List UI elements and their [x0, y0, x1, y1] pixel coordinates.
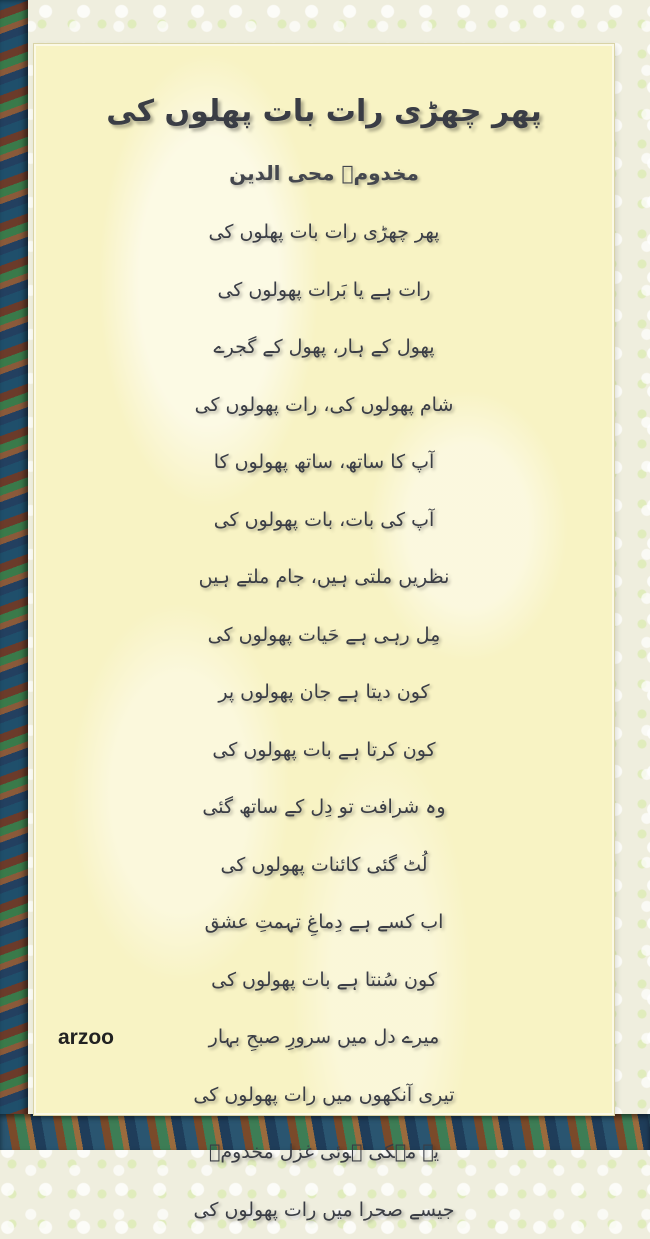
verse-line: کون سُنتا ہے بات پھولوں کی [36, 952, 612, 1010]
verse-line: میرے دل میں سرورِ صبحِ بہار [36, 1009, 612, 1067]
verse-line: پھر چھڑی رات بات پھلوں کی [36, 204, 612, 262]
poem-title: پھر چھڑی رات بات پھلوں کی [36, 94, 612, 129]
verse-line: رات ہے یا بَرات پھولوں کی [36, 262, 612, 320]
verse-line: پھول کے ہار، پھول کے گجرے [36, 319, 612, 377]
decorative-left-border [0, 0, 28, 1150]
verse-line: لُٹ گئی کائنات پھولوں کی [36, 837, 612, 895]
verse-line: یہ مہکی ہوئی غزل مخدومؔ [36, 1124, 612, 1182]
verse-line: شام پھولوں کی، رات پھولوں کی [36, 377, 612, 435]
verse-line: نظریں ملتی ہیں، جام ملتے ہیں [36, 549, 612, 607]
verse-line: کون کرتا ہے بات پھولوں کی [36, 722, 612, 780]
signature-text: arzoo [58, 1026, 114, 1050]
verse-line: تیری آنکھوں میں رات پھولوں کی [36, 1067, 612, 1125]
verse-line: آپ کا ساتھ، ساتھ پھولوں کا [36, 434, 612, 492]
verse-line: وہ شرافت تو دِل کے ساتھ گئی [36, 779, 612, 837]
verse-line: مِل رہی ہے حَیات پھولوں کی [36, 607, 612, 665]
verse-line: کون دیتا ہے جان پھولوں پر [36, 664, 612, 722]
poem-author: مخدومؔ محی الدین [36, 161, 612, 185]
verse-line: آپ کی بات، بات پھولوں کی [36, 492, 612, 550]
verse-line: جیسے صحرا میں رات پھولوں کی [36, 1182, 612, 1239]
poem-panel [34, 44, 614, 1115]
poem-verses [36, 204, 612, 1239]
verse-line: اب کسے ہے دِماغِ تہمتِ عشق [36, 894, 612, 952]
